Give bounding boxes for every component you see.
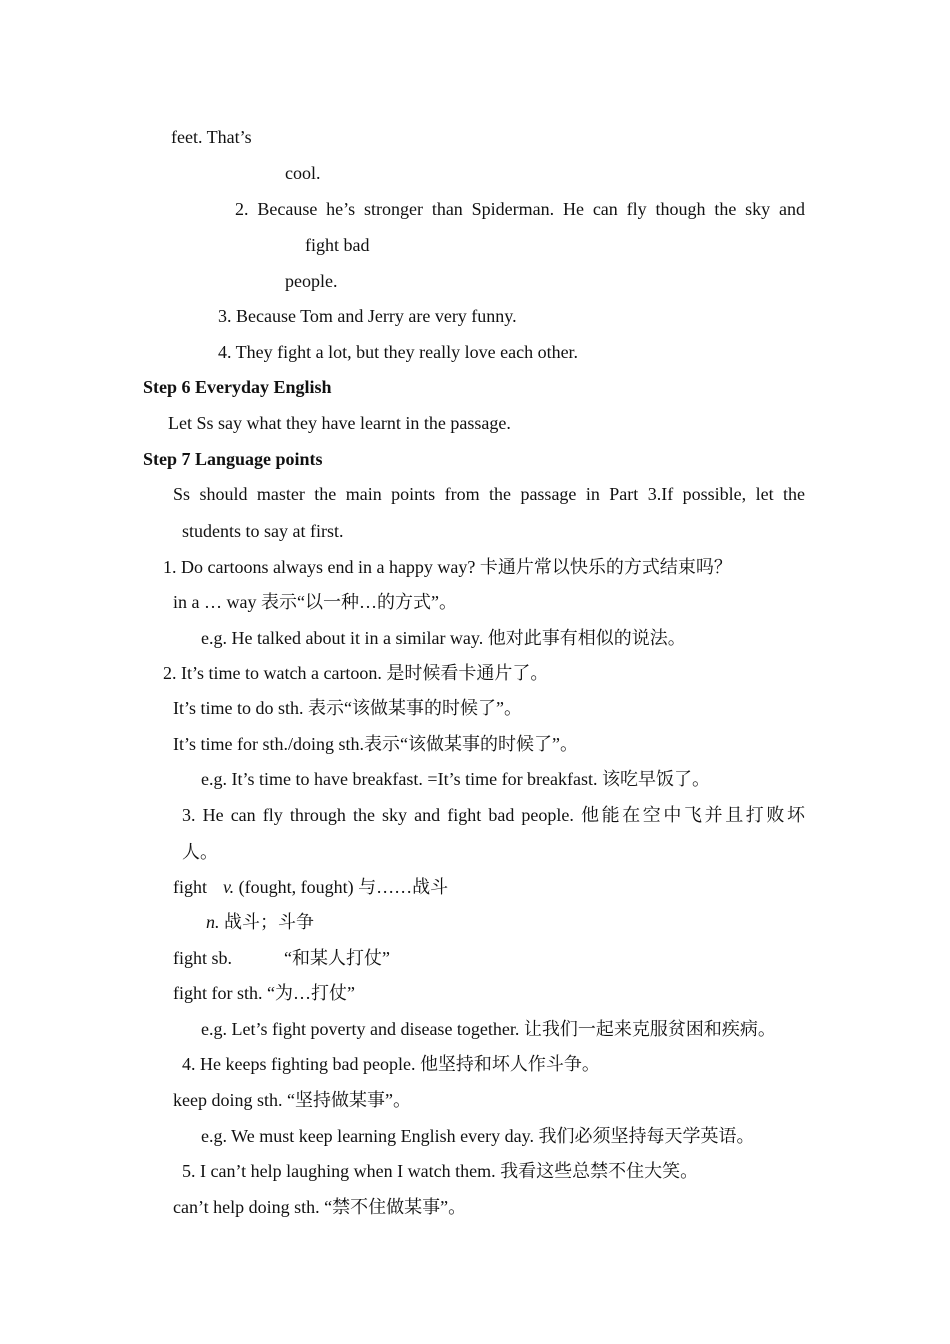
point-3-example: e.g. Let’s fight poverty and disease together. 让我们一起来克服贫困和疾病。 <box>201 1019 776 1039</box>
answer-line: 4. They fight a lot, but they really love each other. <box>218 342 579 362</box>
step7-heading: Step 7 Language points <box>143 449 323 469</box>
fight-sb-phrase: fight sb. <box>173 948 233 968</box>
part-of-speech: v. <box>223 877 235 897</box>
point-3-sentence: 3. He can fly through the sky and fight bad people. 他能在空中飞并且打败坏 <box>182 805 805 825</box>
point-4-example: e.g. We must keep learning English every day. 我们必须坚持每天学英语。 <box>201 1126 755 1146</box>
answer-line: fight bad <box>305 235 370 255</box>
point-5-note: can’t help doing sth. “禁不住做某事”。 <box>173 1197 467 1217</box>
point-5-sentence: 5. I can’t help laughing when I watch them. 我看这些总禁不住大笑。 <box>182 1161 699 1181</box>
definition: (fought, fought) 与……战斗 <box>234 877 449 897</box>
step6-text: Let Ss say what they have learnt in the passage. <box>168 413 511 433</box>
answer-line: feet. That’s <box>171 127 252 147</box>
point-2-example: e.g. It’s time to have breakfast. =It’s time for breakfast. 该吃早饭了。 <box>201 769 711 789</box>
part-of-speech: n. <box>206 912 220 932</box>
point-1-sentence: 1. Do cartoons always end in a happy way? 卡通片常以快乐的方式结束吗？ <box>163 557 732 577</box>
answer-line: 2. Because he’s stronger than Spiderman. He can fly though the sky and <box>235 199 805 219</box>
entry-word: fight <box>173 877 207 897</box>
point-4-sentence: 4. He keeps fighting bad people. 他坚持和坏人作斗争。 <box>182 1054 600 1074</box>
point-1-note: in a … way 表示“以一种…的方式”。 <box>173 592 457 612</box>
answer-line: 3. Because Tom and Jerry are very funny. <box>218 306 517 326</box>
step7-intro: Ss should master the main points from the passage in Part 3.If possible, let the <box>173 484 805 504</box>
fight-noun-entry <box>206 911 314 933</box>
answer-line: people. <box>285 271 338 291</box>
point-3-sentence-cont: 人。 <box>182 842 218 862</box>
fight-verb-entry <box>173 876 448 898</box>
point-1-example: e.g. He talked about it in a similar way. 他对此事有相似的说法。 <box>201 628 686 648</box>
step7-intro-cont: students to say at first. <box>182 521 344 541</box>
point-2-sentence: 2. It’s time to watch a cartoon. 是时候看卡通片了。 <box>163 663 549 683</box>
fight-sb-meaning: “和某人打仗” <box>284 948 390 968</box>
point-2-note: It’s time for sth./doing sth.表示“该做某事的时候了”。 <box>173 734 578 754</box>
step6-heading: Step 6 Everyday English <box>143 377 332 397</box>
fight-for-phrase: fight for sth. “为…打仗” <box>173 983 355 1003</box>
point-4-note: keep doing sth. “坚持做某事”。 <box>173 1090 411 1110</box>
answer-line: cool. <box>285 163 321 183</box>
point-2-note: It’s time to do sth. 表示“该做某事的时候了”。 <box>173 698 522 718</box>
definition: 战斗；斗争 <box>219 912 314 932</box>
